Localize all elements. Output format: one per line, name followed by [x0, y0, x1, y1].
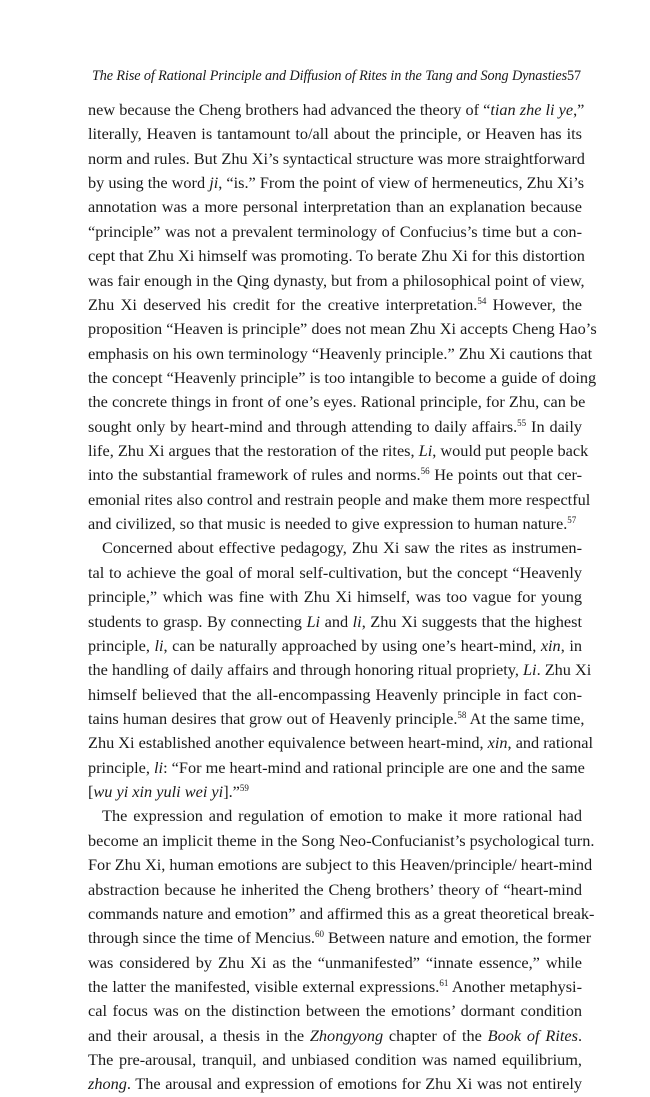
text-line: students to grasp. By connecting Li and li, Zhu Xi suggests that the highest — [88, 611, 582, 631]
running-head — [92, 68, 590, 85]
text-line: and their arousal, a thesis in the Zhongyong chapter of the Book of Rites. — [88, 1025, 583, 1045]
text-line: life, Zhu Xi argues that the restoration of the rites, Li, would put people back — [88, 441, 589, 461]
text-line: was fair enough in the Qing dynasty, but from a philosophical point of view, — [88, 270, 585, 290]
text-line: The pre-arousal, tranquil, and unbiased condition was named equilibrium, — [88, 1050, 582, 1070]
text-line: zhong. The arousal and expression of emotions for Zhu Xi was not entirely — [88, 1074, 582, 1094]
text-line: emphasis on his own terminology “Heavenly principle.” Zhu Xi cautions that — [88, 343, 593, 363]
text-line: become an implicit theme in the Song Neo-Confucianist’s psychological turn. — [88, 830, 595, 850]
text-line: commands nature and emotion” and affirmed this as a great theoretical break- — [88, 903, 595, 923]
text-line: sought only by heart-mind and through attending to daily affairs.$^{55}$ In daily — [88, 416, 582, 436]
text-line: norm and rules. But Zhu Xi’s syntactical structure was more straightforward — [88, 148, 585, 168]
text-line: annotation was a more personal interpretation than an explanation because — [88, 197, 582, 217]
text-line: by using the word ji, “is.” From the point of view of hermeneutics, Zhu Xi’s — [88, 173, 585, 193]
text-line: literally, Heaven is tantamount to/all about the principle, or Heaven has its — [88, 124, 582, 144]
text-line: emonial rites also control and restrain people and make them more respectful — [88, 489, 591, 509]
text-line: was considered by Zhu Xi as the “unmanifested” “innate essence,” while — [88, 952, 582, 972]
text-line: through since the time of Mencius.$^{60}$ Between nature and emotion, the former — [88, 928, 592, 948]
text-line: the concept “Heavenly principle” is too intangible to become a guide of doing — [88, 367, 597, 387]
text-line: the latter the manifested, visible external expressions.$^{61}$ Another metaphysi- — [88, 976, 583, 996]
text-line: tains human desires that grow out of Heavenly principle.$^{58}$ At the same time, — [88, 708, 585, 728]
text-line: Zhu Xi established another equivalence between heart-mind, xin, and rational — [88, 733, 593, 753]
page-number: 57 — [567, 68, 582, 84]
text-line: “principle” was not a prevalent terminology of Confucius’s time but a con- — [88, 221, 582, 241]
text-line: abstraction because he inherited the Cheng brothers’ theory of “heart-mind — [88, 879, 582, 899]
running-title: The Rise of Rational Principle and Diffusion of Rites in the Tang and Song Dynasties — [92, 68, 568, 84]
text-line: new because the Cheng brothers had advanced the theory of “tian zhe li ye,” — [88, 100, 585, 119]
text-line: cept that Zhu Xi himself was promoting. To berate Zhu Xi for this distortion — [88, 246, 585, 266]
text-line: himself believed that the all-encompassing Heavenly principle in fact con- — [88, 684, 582, 704]
text-line: proposition “Heaven is principle” does not mean Zhu Xi accepts Cheng Hao’s — [88, 319, 597, 339]
text-line: The expression and regulation of emotion to make it more rational had — [102, 806, 582, 826]
text-line: [wu yi xin yuli wei yi].”$^{59}$ — [88, 782, 249, 802]
text-line: and civilized, so that music is needed to give expression to human nature.$^{57}$ — [88, 514, 577, 534]
text-line: principle,” which was fine with Zhu Xi himself, was too vague for young — [88, 587, 582, 607]
text-line: Concerned about effective pedagogy, Zhu Xi saw the rites as instrumen- — [102, 538, 582, 558]
text-line: cal focus was on the distinction between the emotions’ dormant condition — [88, 1001, 582, 1021]
text-line: the handling of daily affairs and through honoring ritual propriety, Li. Zhu Xi — [88, 660, 592, 680]
text-line: the concrete things in front of one’s eyes. Rational principle, for Zhu, can be — [88, 392, 586, 412]
text-line: into the substantial framework of rules and norms.$^{56}$ He points out that cer- — [88, 465, 582, 485]
text-line: Zhu Xi deserved his credit for the creative interpretation.$^{54}$ However, the — [88, 294, 583, 314]
body-text — [88, 98, 597, 1097]
text-line: principle, li: “For me heart-mind and rational principle are one and the same — [88, 757, 585, 777]
text-line: For Zhu Xi, human emotions are subject to this Heaven/principle/ heart-mind — [88, 855, 593, 875]
text-line: principle, li, can be naturally approached by using one’s heart-mind, xin, in — [88, 635, 582, 655]
text-line: tal to achieve the goal of moral self-cultivation, but the concept “Heavenly — [88, 562, 582, 582]
